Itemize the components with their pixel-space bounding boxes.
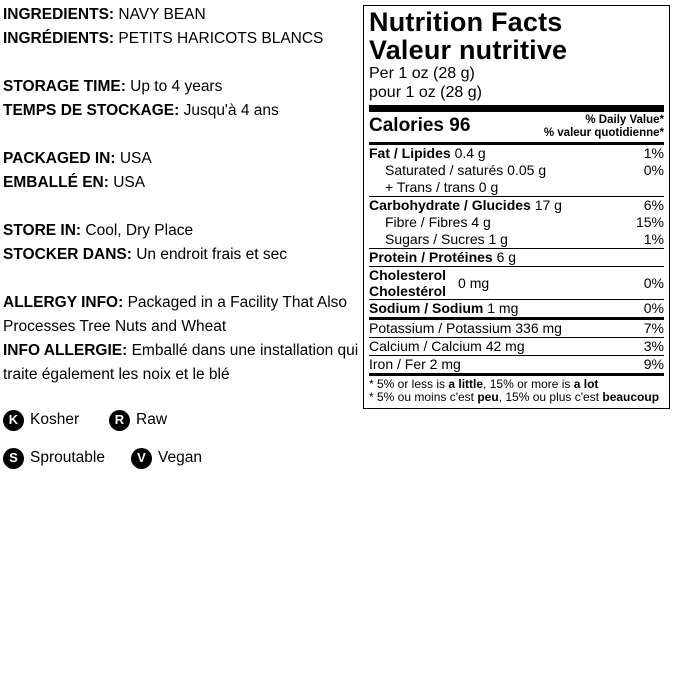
fibre-row: Fibre / Fibres 4 g 15% (385, 214, 664, 230)
serving-size-fr: pour 1 oz (28 g) (369, 84, 482, 101)
raw-badge: R Raw (109, 408, 167, 432)
calories-row (369, 112, 664, 142)
nutrition-title-fr: Valeur nutritive (369, 35, 568, 65)
nutrition-title-en: Nutrition Facts (369, 7, 563, 37)
carbohydrate-row: Carbohydrate / Glucides 17 g 6% (369, 197, 664, 213)
calcium-row: Calcium / Calcium 42 mg 3% (369, 338, 664, 354)
cholesterol-row: Cholesterol Cholestérol 0 mg 0% (369, 267, 664, 299)
footnote (369, 376, 664, 404)
vegan-badge: V Vegan (131, 446, 202, 470)
vegan-icon: V (131, 448, 152, 469)
store-fr-line: STOCKER DANS: Un endroit frais et sec (3, 246, 287, 263)
daily-value-header: % Daily Value* % valeur quotidienne* (543, 114, 664, 139)
iron-row: Iron / Fer 2 mg 9% (369, 356, 664, 372)
kosher-badge: K Kosher (3, 408, 83, 432)
raw-icon: R (109, 410, 130, 431)
allergy-fr-line: INFO ALLERGIE: Emballé dans une installation qui traite également les noix et le blé (3, 342, 359, 383)
storage-fr-line: TEMPS DE STOCKAGE: Jusqu'à 4 ans (3, 102, 279, 119)
protein-row: Protein / Protéines 6 g (369, 249, 517, 265)
fat-row: Fat / Lipides 0.4 g 1% (369, 145, 664, 161)
kosher-icon: K (3, 410, 24, 431)
storage-line: STORAGE TIME: Up to 4 years (3, 78, 223, 95)
sugars-row: Sugars / Sucres 1 g 1% (385, 231, 664, 247)
sodium-row: Sodium / Sodium 1 mg 0% (369, 300, 664, 316)
footnote-en: * 5% or less is a little, 15% or more is a lot (369, 377, 599, 391)
packaged-fr-line: EMBALLÉ EN: USA (3, 174, 146, 191)
footnote-fr: * 5% ou moins c'est peu, 15% ou plus c'est beaucoup (369, 390, 660, 404)
packaged-line: PACKAGED IN: USA (3, 150, 152, 167)
allergy-line: ALLERGY INFO: Packaged in a Facility That Also Processes Tree Nuts and Wheat (3, 294, 348, 335)
certification-badges (3, 401, 359, 477)
saturated-row: Saturated / saturés 0.05 g 0% (385, 162, 664, 178)
serving-size-en: Per 1 oz (28 g) (369, 65, 475, 82)
calories: Calories 96 (369, 115, 471, 136)
ingredients-line: INGREDIENTS: NAVY BEAN (3, 6, 206, 23)
potassium-row: Potassium / Potassium 336 mg 7% (369, 320, 664, 336)
divider (369, 105, 664, 112)
ingredients-fr-line: INGRÉDIENTS: PETITS HARICOTS BLANCS (3, 30, 324, 47)
product-info (3, 3, 359, 477)
sproutable-badge: S Sproutable (3, 446, 105, 470)
sproutable-icon: S (3, 448, 24, 469)
nutrition-facts-panel (363, 5, 670, 409)
trans-row: + Trans / trans 0 g (385, 179, 499, 195)
store-line: STORE IN: Cool, Dry Place (3, 222, 194, 239)
